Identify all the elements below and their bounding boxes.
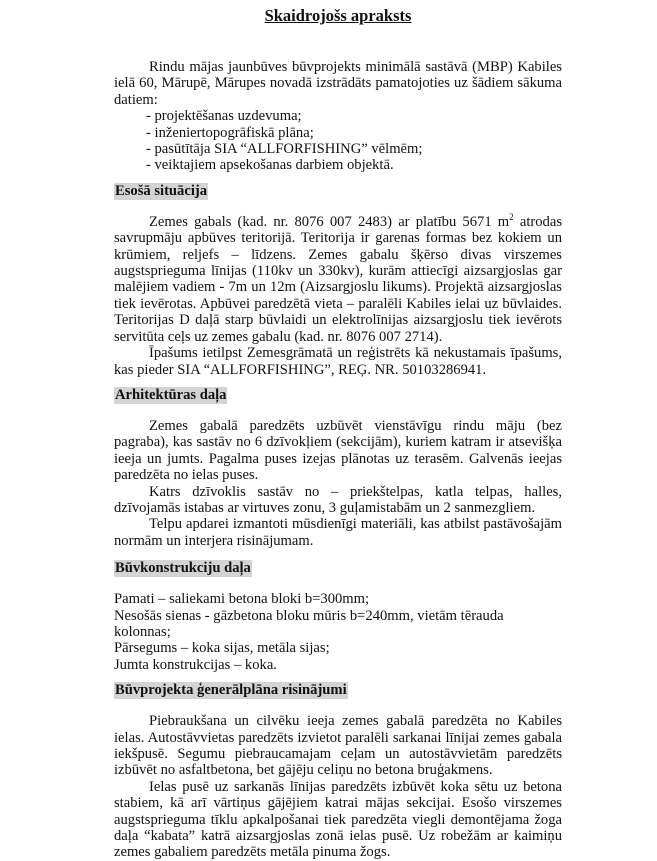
line-item: Jumta konstrukcijas – koka. <box>114 656 277 673</box>
paragraph <box>114 211 563 345</box>
superscript: 2 <box>509 211 514 222</box>
intro-section <box>114 59 562 174</box>
line-item: Nesošās sienas - gāzbetona bloku mūris b=240mm, vietām tērauda kolonnas; <box>114 607 504 640</box>
line-item: Pamati – saliekami betona bloki b=300mm; <box>114 591 370 608</box>
text: Zemes gabals (kad. nr. 8076 007 2483) ar platību 5671 m <box>149 213 510 230</box>
bullet-item: - pasūtītāja SIA “ALLFORFISHING” vēlmēm; <box>146 141 423 158</box>
paragraph: Ielas pusē uz sarkanās līnijas paredzēts izbūvēt koka sētu uz betona stabiem, kā arī vārtiņus gājējiem katrai mājas sekcijai. Esošo virszemes augstsprieguma tīklu apkalpošanai tiek paredzēta viegli demontējama žoga daļa “kabata” katrā aizsargjoslas zonā ielas pusē. Uz robežām ar kaimiņu zemes gabaliem paredzēts metāla pinuma žogs. <box>114 778 562 861</box>
section-heading: Esošā situācija <box>115 182 208 199</box>
paragraph: Telpu apdarei izmantoti mūsdienīgi materiāli, kas atbilst pastāvošajām normām un interjera risinājumam. <box>114 516 562 549</box>
construction-section <box>114 591 562 673</box>
paragraph: Piebraukšana un cilvēku ieeja zemes gabalā paredzēta no Kabiles ielas. Autostāvvietas paredzēts izvietot paralēli sarkanai līnijai zemes gabala iekšpusē. Segumu piebraucamajam ceļam un autostāvvietām paredzēts izbūvēt no asfaltbetona, bet gājēju celiņu no betona bruģakmens. <box>114 713 562 779</box>
document-title: Skaidrojošs apraksts <box>264 6 412 25</box>
bullet-item: - veiktajiem apsekošanas darbiem objektā. <box>146 157 394 174</box>
paragraph: Katrs dzīvoklis sastāv no – priekštelpas, katla telpas, halles, dzīvojamās istabas ar virtuves zonu, 3 guļamistabām un 2 sanmezgliem. <box>114 483 562 516</box>
paragraph: Zemes gabalā paredzēts uzbūvēt vienstāvīgu rindu māju (bez pagraba), kas sastāv no 6 dzīvokļiem (sekcijām), kuriem katram ir atsevišķa ieeja un jumts. Pagalma puses izejas plānotas uz terasēm. Galvenās ieejas paredzēta no ielas puses. <box>114 417 562 484</box>
general-plan-section <box>114 713 562 861</box>
section-heading: Būvkonstrukciju daļa <box>115 560 251 577</box>
bullet-item: - inženiertopogrāfiskā plāna; <box>146 124 314 141</box>
architecture-section <box>114 418 562 549</box>
bullet-item: - projektēšanas uzdevuma; <box>146 108 302 125</box>
intro-paragraph: Rindu mājas jaunbūves būvprojekts minimālā sastāvā (MBP) Kabiles ielā 60, Mārupē, Mārupes novadā izstrādāts pamatojoties uz šādiem sākuma datiem: <box>114 59 562 108</box>
section-heading: Arhitektūras daļa <box>115 386 227 403</box>
paragraph: Īpašums ietilpst Zemesgrāmatā un reģistrēts kā nekustamais īpašums, kas pieder SIA “ALLFORFISHING”, REĢ. NR. 50103286941. <box>114 345 562 378</box>
line-item: Pārsegums – koka sijas, metāla sijas; <box>114 640 330 657</box>
section-heading: Būvprojekta ģenerālplāna risinājumi <box>115 682 347 699</box>
text: atrodas savrupmāju apbūves teritorijā. Teritorija ir garenas formas bez kokiem un krūmiem, reljefs – līdzens. Zemes gabalu šķērso divas virszemes augstsprieguma līnijas (110kv un 330kv), kurām attiecīgi aizsargjoslas gar malējiem vadiem - 7m un 12m (Aizsargjoslu likums). Projektā aizsargjoslas tiek ievērotas. Apbūvei paredzētā vieta – paralēli Kabiles ielai uz būvlaides. Teritorijas D daļā starp būvlaidi un elektrolīnijas aizsargjoslu tiek ievērots servitūta ceļs uz zemes gabalu (kad. nr. 8076 007 2714). <box>114 213 563 345</box>
situation-section <box>114 211 563 378</box>
